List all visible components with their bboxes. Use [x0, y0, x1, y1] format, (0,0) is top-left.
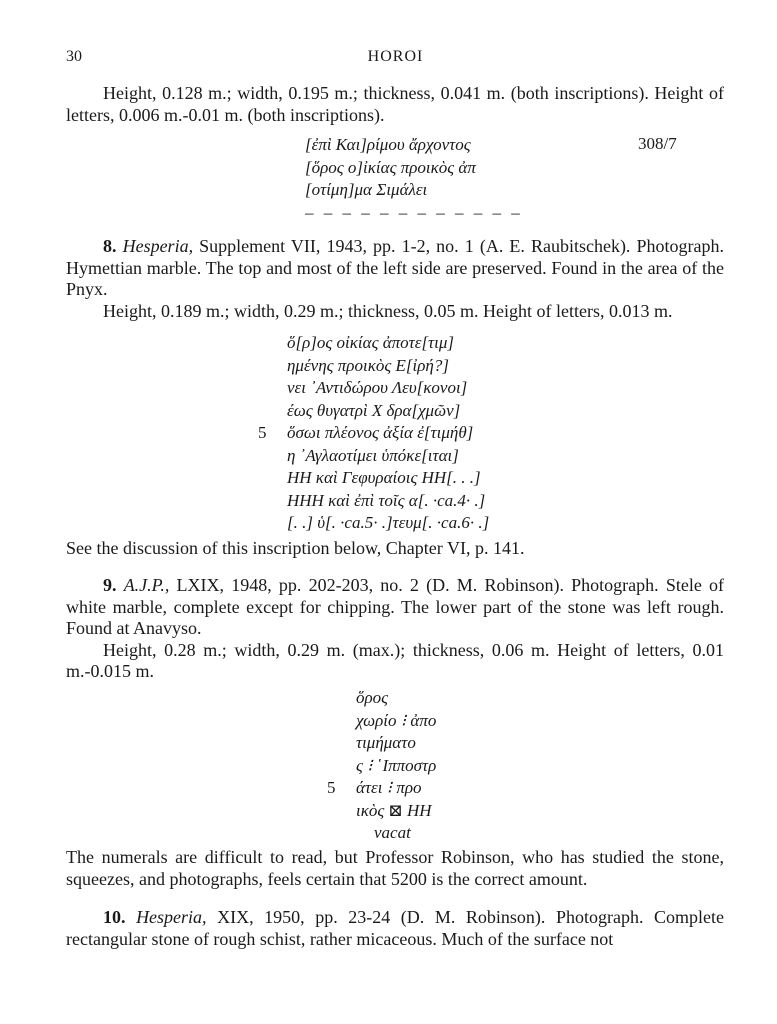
inscription-line: ΗΗΗ καὶ ἐπὶ τοῖς α[. ·ca.4· .] [287, 490, 486, 510]
journal-title: Hesperia, [122, 236, 194, 256]
citation-text: XIX, 1950, pp. 23-24 (D. M. Robinson). Photograph. Complete rectangular stone of rough schist, rather micaceous. Much of the surface not [66, 907, 724, 949]
inscription-line: έως θυγατρὶ Χ δρα[χμῶν] [287, 400, 461, 420]
inscription-line: νει ᾿Αντιδώρου Λευ[κονοι] [287, 378, 468, 397]
running-title: HOROI [367, 48, 424, 65]
entry-7-measurements: Height, 0.128 m.; width, 0.195 m.; thickness, 0.041 m. (both inscriptions). Height of letters, 0.006 m.-0.01 m. (both inscriptions). [66, 83, 724, 125]
inscription-line: τιμήματο [356, 733, 416, 752]
entry-8-measurements: Height, 0.189 m.; width, 0.29 m.; thickness, 0.05 m. Height of letters, 0.013 m. [103, 300, 673, 321]
inscription-line: χωρίο ⁝ ἀπο [356, 710, 437, 730]
inscription-line: ημένης προικὸς Ε[ἰρή?] [287, 355, 449, 375]
entry-9-description [66, 575, 724, 683]
vacat-marker: vacat [374, 823, 411, 842]
inscription-line: [ἐπὶ Και]ρίμου ἄρχοντος [305, 135, 471, 154]
entry-number: 9. [103, 575, 117, 595]
entry-10-description [66, 907, 724, 950]
entry-8-note: See the discussion of this inscription below, Chapter VI, p. 141. [66, 538, 525, 558]
inscription-line: ὅ[ρ]ος οἰκίας ἀποτε[τιμ] [287, 333, 455, 352]
citation-text: LXIX, 1948, pp. 202-203, no. 2 (D. M. Robinson). Photograph. Stele of white marble, complete except for chipping. The lower part of the stone was left rough. Found at Anavyso. [66, 575, 725, 638]
entry-9-inscription [327, 687, 437, 845]
inscription-line: 5 άτει ⁝ προ [356, 777, 436, 800]
inscription-line: 5 ὅσωι πλέονος ἀξία ἐ[τιμήθ] [287, 422, 489, 445]
page-number: 30 [66, 48, 82, 65]
inscription-line: [. .] ὑ[. ·ca.5· .]τευμ[. ·ca.6· .] [287, 513, 490, 532]
entry-9-measurements: Height, 0.28 m.; width, 0.29 m. (max.); thickness, 0.06 m. Height of letters, 0.01 m.-0.015 m. [66, 639, 724, 681]
line-number: 5 [327, 778, 336, 797]
running-header [66, 48, 725, 72]
entry-8-description [66, 236, 724, 322]
entry-number: 8. [103, 236, 117, 256]
entry-8-inscription [258, 332, 490, 535]
journal-title: Hesperia, [136, 907, 207, 927]
inscription-line: ὅρος [356, 688, 389, 707]
inscription-line: ΗΗ καὶ Γεφυραίοις ΗΗ[. . .] [287, 468, 481, 487]
inscription-line: ικὸς ⊠ ΗΗ [356, 800, 432, 820]
inscription-break: – – – – – – – – – – – – [305, 202, 523, 222]
entry-7-inscription [305, 134, 523, 224]
inscription-line: ς ⁝ ῾Ιπποστρ [356, 755, 437, 775]
inscription-date: 308/7 [638, 134, 677, 153]
citation-text: Supplement VII, 1943, pp. 1-2, no. 1 (A. E. Raubitschek). Photograph. Hymettian marble. The top and most of the left side are preserved. Found in the area of the Pnyx. [66, 236, 725, 299]
inscription-line: η ᾿Αγλαοτίμει ὑπόκε[ιται] [287, 445, 459, 465]
inscription-line: [ὅρος ο]ἰκίας προικὸς ἀπ [305, 157, 476, 177]
entry-9-note: The numerals are difficult to read, but Professor Robinson, who has studied the stone, squeezes, and photographs, feels certain that 5200 is the correct amount. [66, 847, 724, 889]
line-number: 5 [258, 423, 267, 442]
inscription-line: [οτίμη]μα Σιμάλει [305, 180, 428, 199]
entry-number: 10. [103, 907, 126, 927]
journal-title: A.J.P., [123, 575, 170, 595]
